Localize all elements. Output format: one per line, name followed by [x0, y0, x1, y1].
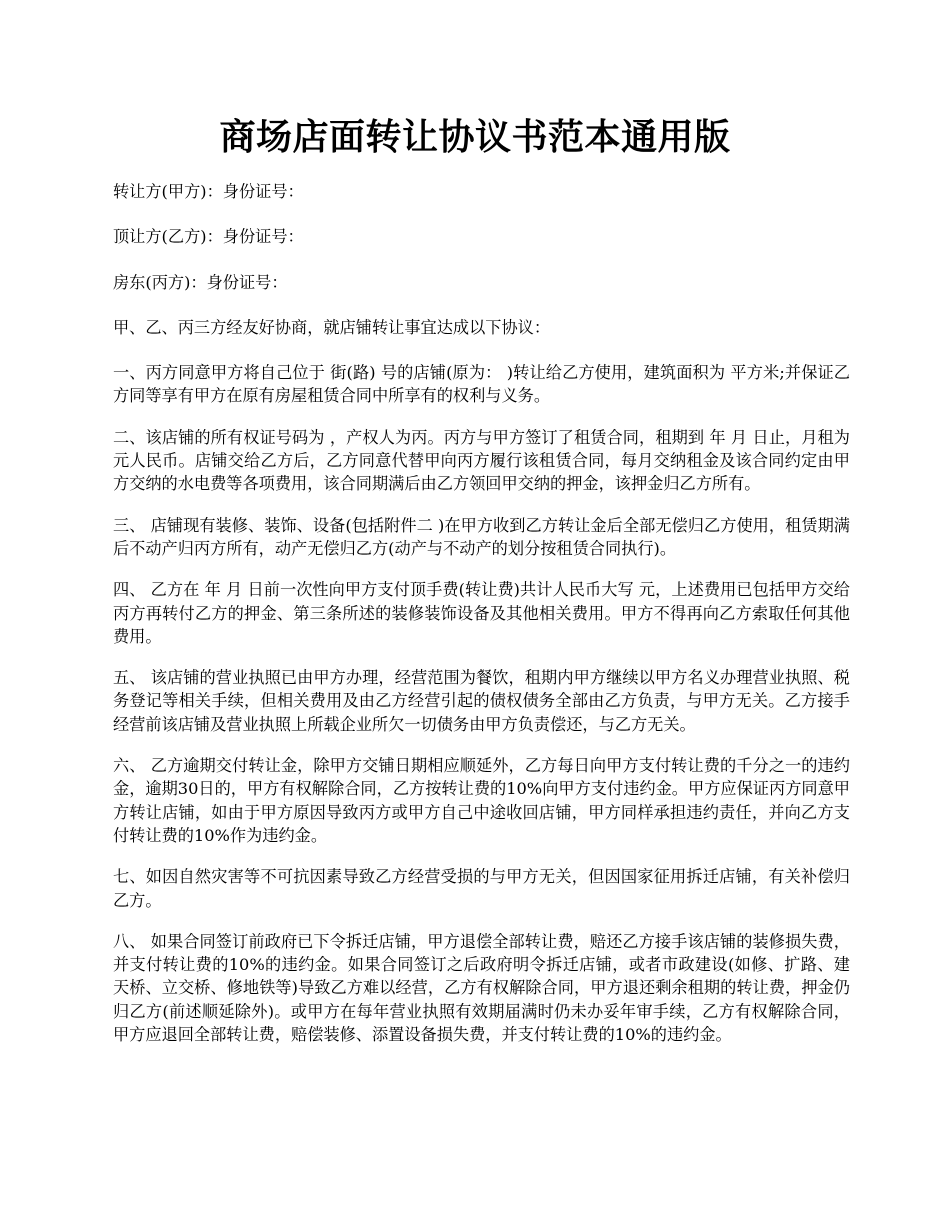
clause-6: 六、 乙方逾期交付转让金，除甲方交铺日期相应顺延外，乙方每日向甲方支付转让费的千分之一的违约金，逾期30日的，甲方有权解除合同，乙方按转让费的10%向甲方支付违约金。甲方应保证丙方同意甲方转让店铺，如由于甲方原因导致丙方或甲方自己中途收回店铺，甲方同样承担违约责任，并向乙方支付转让费的10%作为违约金。	[113, 756, 850, 845]
document-title: 商场店面转让协议书范本通用版	[219, 116, 731, 158]
clause-5: 五、 该店铺的营业执照已由甲方办理，经营范围为餐饮，租期内甲方继续以甲方名义办理营业执照、税务登记等相关手续，但相关费用及由乙方经营引起的债权债务全部由乙方负责，与甲方无关。乙方接手经营前该店铺及营业执照上所载企业所欠一切债务由甲方负责偿还，与乙方无关。	[113, 668, 850, 734]
document-body	[113, 180, 850, 1064]
clause-2: 二、该店铺的所有权证号码为 ，产权人为丙。丙方与甲方签订了租赁合同，租期到 年 月 日止，月租为 元人民币。店铺交给乙方后，乙方同意代替甲向丙方履行该租赁合同，每月交纳租金及该合同约定由甲方交纳的水电费等各项费用，该合同期满后由乙方领回甲交纳的押金，该押金归乙方所有。	[113, 427, 850, 494]
clause-1: 一、丙方同意甲方将自己位于 街(路) 号的店铺(原为： )转让给乙方使用，建筑面积为 平方米;并保证乙方同等享有甲方在原有房屋租赁合同中所享有的权利与义务。	[113, 363, 850, 406]
clause-7: 七、如因自然灾害等不可抗因素导致乙方经营受损的与甲方无关，但因国家征用拆迁店铺，有关补偿归乙方。	[113, 867, 850, 910]
party-b-line: 顶让方(乙方)：身份证号：	[113, 227, 304, 247]
clause-3: 三、 店铺现有装修、装饰、设备(包括附件二 )在甲方收到乙方转让金后全部无偿归乙方使用，租赁期满后不动产归丙方所有，动产无偿归乙方(动产与不动产的划分按租赁合同执行)。	[113, 515, 850, 558]
clause-4: 四、 乙方在 年 月 日前一次性向甲方支付顶手费(转让费)共计人民币大写 元，上述费用已包括甲方交给丙方再转付乙方的押金、第三条所述的装修装饰设备及其他相关费用。甲方不得再向乙方索取任何其他费用。	[113, 580, 850, 646]
agreement-intro: 甲、乙、丙三方经友好协商，就店铺转让事宜达成以下协议：	[113, 317, 551, 337]
clause-8: 八、 如果合同签订前政府已下令拆迁店铺，甲方退偿全部转让费，赔还乙方接手该店铺的装修损失费，并支付转让费的10%的违约金。如果合同签订之后政府明令拆迁店铺，或者市政建设(如修、扩路、建天桥、立交桥、修地铁等)导致乙方难以经营，乙方有权解除合同，甲方退还剩余租期的转让费，押金仍归乙方(前述顺延除外)。或甲方在每年营业执照有效期届满时仍未办妥年审手续，乙方有权解除合同，甲方应退回全部转让费，赔偿装修、添置设备损失费，并支付转让费的10%的违约金。	[113, 931, 850, 1045]
party-a-line: 转让方(甲方)：身份证号：	[113, 182, 304, 201]
party-c-line: 房东(丙方)：身份证号：	[113, 272, 288, 292]
